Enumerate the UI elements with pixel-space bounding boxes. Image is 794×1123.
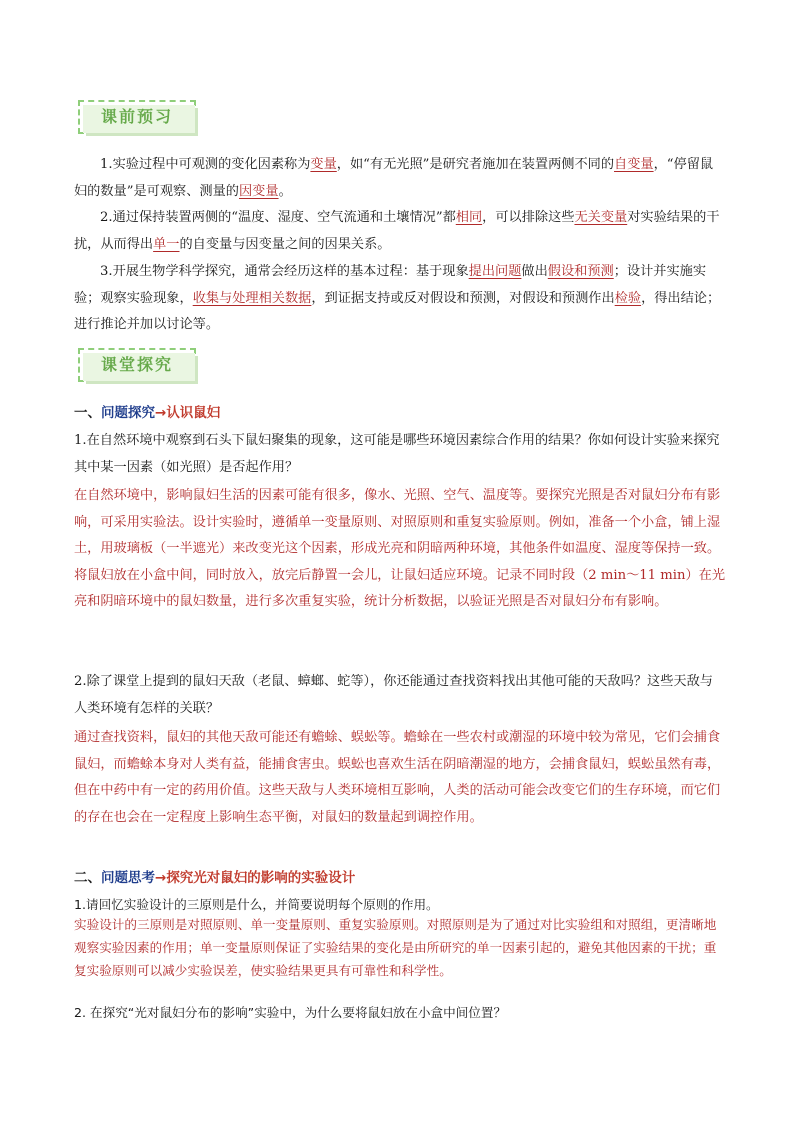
answer-1-2: 通过查找资料，鼠妇的其他天敌可能还有蟾蜍、蜈蚣等。蟾蜍在一些农村或潮湿的环境中较为常见，它们会捕食鼠妇，而蟾蜍本身对人类有益，能捕食害虫。蜈蚣也喜欢生活在阴暗潮湿的地方，会捕食鼠妇，蜈蚣虽然有毒，但在中药中有一定的药用价值。这些天敌与人类环境相互影响，人类的活动可能会改变它们的生存环境，而它们的存在也会在一定程度上影响生态平衡，对鼠妇的数量起到调控作用。 (74, 730, 721, 825)
answer-blank: 变量 (310, 157, 337, 172)
question-2-1: 1.请回忆实验设计的三原则是什么，并简要说明每个原则的作用。 (74, 897, 439, 912)
text: ，得出结论；进行推论并加以讨论等。 (74, 290, 721, 332)
text: ，可以排除这些 (482, 210, 575, 225)
text: 对实验结果的干扰，从而得出 (74, 210, 720, 252)
text: 。 (278, 183, 292, 199)
section-topic: 探究光对鼠妇的影响的实验设计 (166, 870, 356, 886)
section-number: 二、 (74, 870, 101, 886)
preview-section-title: 课前预习 (100, 107, 173, 126)
text: 的自变量与因变量之间的因果关系。 (179, 236, 391, 252)
explore-section-badge (78, 348, 200, 386)
answer-blank: 自变量 (614, 157, 654, 172)
answer-blank: 因变量 (239, 183, 279, 199)
text: 3.开展生物学科学探究，通常会经历这样的基本过程：基于现象 (100, 264, 469, 279)
text: ，如“有无光照”是研究者施加在装置两侧不同的 (336, 157, 615, 172)
section-keyword: 问题探究 (101, 405, 155, 421)
text: ，“停留鼠妇的数量”是可观察、测量的 (74, 157, 714, 199)
section-1-heading (74, 401, 220, 421)
explore-section-title: 课堂探究 (100, 355, 173, 374)
answer-1-1: 在自然环境中，影响鼠妇生活的因素可能有很多，像水、光照、空气、温度等。要探究光照是否对鼠妇分布有影响，可采用实验法。设计实验时，遵循单一变量原则、对照原则和重复实验原则。例如，准备一个小盒，铺上湿土，用玻璃板（一半遮光）来改变光这个因素，形成光亮和阴暗两种环境，其他条件如温度、湿度等保持一致。将鼠妇放在小盒中间，同时放入，放完后静置一会儿，让鼠妇适应环境。记录不同时段（2 min～11 min）在光亮和阴暗环境中的鼠妇数量，进行多次重复实验，统计分析数据，以验证光照是否对鼠妇分布有影响。 (74, 488, 726, 609)
section-topic: 认识鼠妇 (166, 405, 221, 421)
text: 2.通过保持装置两侧的“温度、湿度、空气流通和土壤情况”都 (100, 210, 456, 225)
text: ；设计并实施实验；观察实验现象， (74, 264, 707, 306)
question-1-1: 1.在自然环境中观察到石头下鼠妇聚集的现象，这可能是哪些环境因素综合作用的结果？你如何设计实验来探究其中某一因素（如光照）是否起作用？ (74, 433, 720, 475)
preview-paragraph-1 (74, 152, 726, 205)
arrow-icon: → (155, 870, 167, 886)
answer-blank: 收集与处理相关数据 (192, 290, 312, 306)
answer-2-1: 实验设计的三原则是对照原则、单一变量原则、重复实验原则。对照原则是为了通过对比实验组和对照组，更清晰地观察实验因素的作用；单一变量原则保证了实验结果的变化是由所研究的单一因素引起的，避免其他因素的干扰；重复实验原则可以减少实验误差，使实验结果更具有可靠性和科学性。 (74, 917, 717, 978)
preview-section-badge (78, 100, 200, 138)
question-1-2: 2.除了课堂上提到的鼠妇天敌（老鼠、蟑螂、蛇等），你还能通过查找资料找出其他可能的天敌吗？这些天敌与人类环境有怎样的关联？ (74, 674, 713, 716)
answer-blank: 无关变量 (574, 210, 628, 225)
section-number: 一、 (74, 405, 101, 421)
text: ，到证据支持或反对假设和预测，对假设和预测作出 (311, 290, 615, 306)
arrow-icon: → (155, 405, 167, 421)
section-2-heading (74, 866, 355, 886)
question-2-2: 2. 在探究“光对鼠妇分布的影响”实验中，为什么要将鼠妇放在小盒中间位置？ (74, 1005, 507, 1020)
preview-paragraph-3 (74, 259, 726, 339)
answer-blank: 检验 (614, 290, 642, 306)
text: 1.实验过程中可观测的变化因素称为 (100, 157, 311, 172)
answer-blank: 提出问题 (468, 264, 522, 279)
answer-blank: 相同 (455, 210, 483, 225)
section-keyword: 问题思考 (101, 870, 155, 886)
text: 做出 (521, 264, 548, 279)
answer-blank: 单一 (153, 236, 180, 252)
preview-paragraph-2 (74, 205, 726, 258)
answer-blank: 假设和预测 (547, 264, 614, 279)
